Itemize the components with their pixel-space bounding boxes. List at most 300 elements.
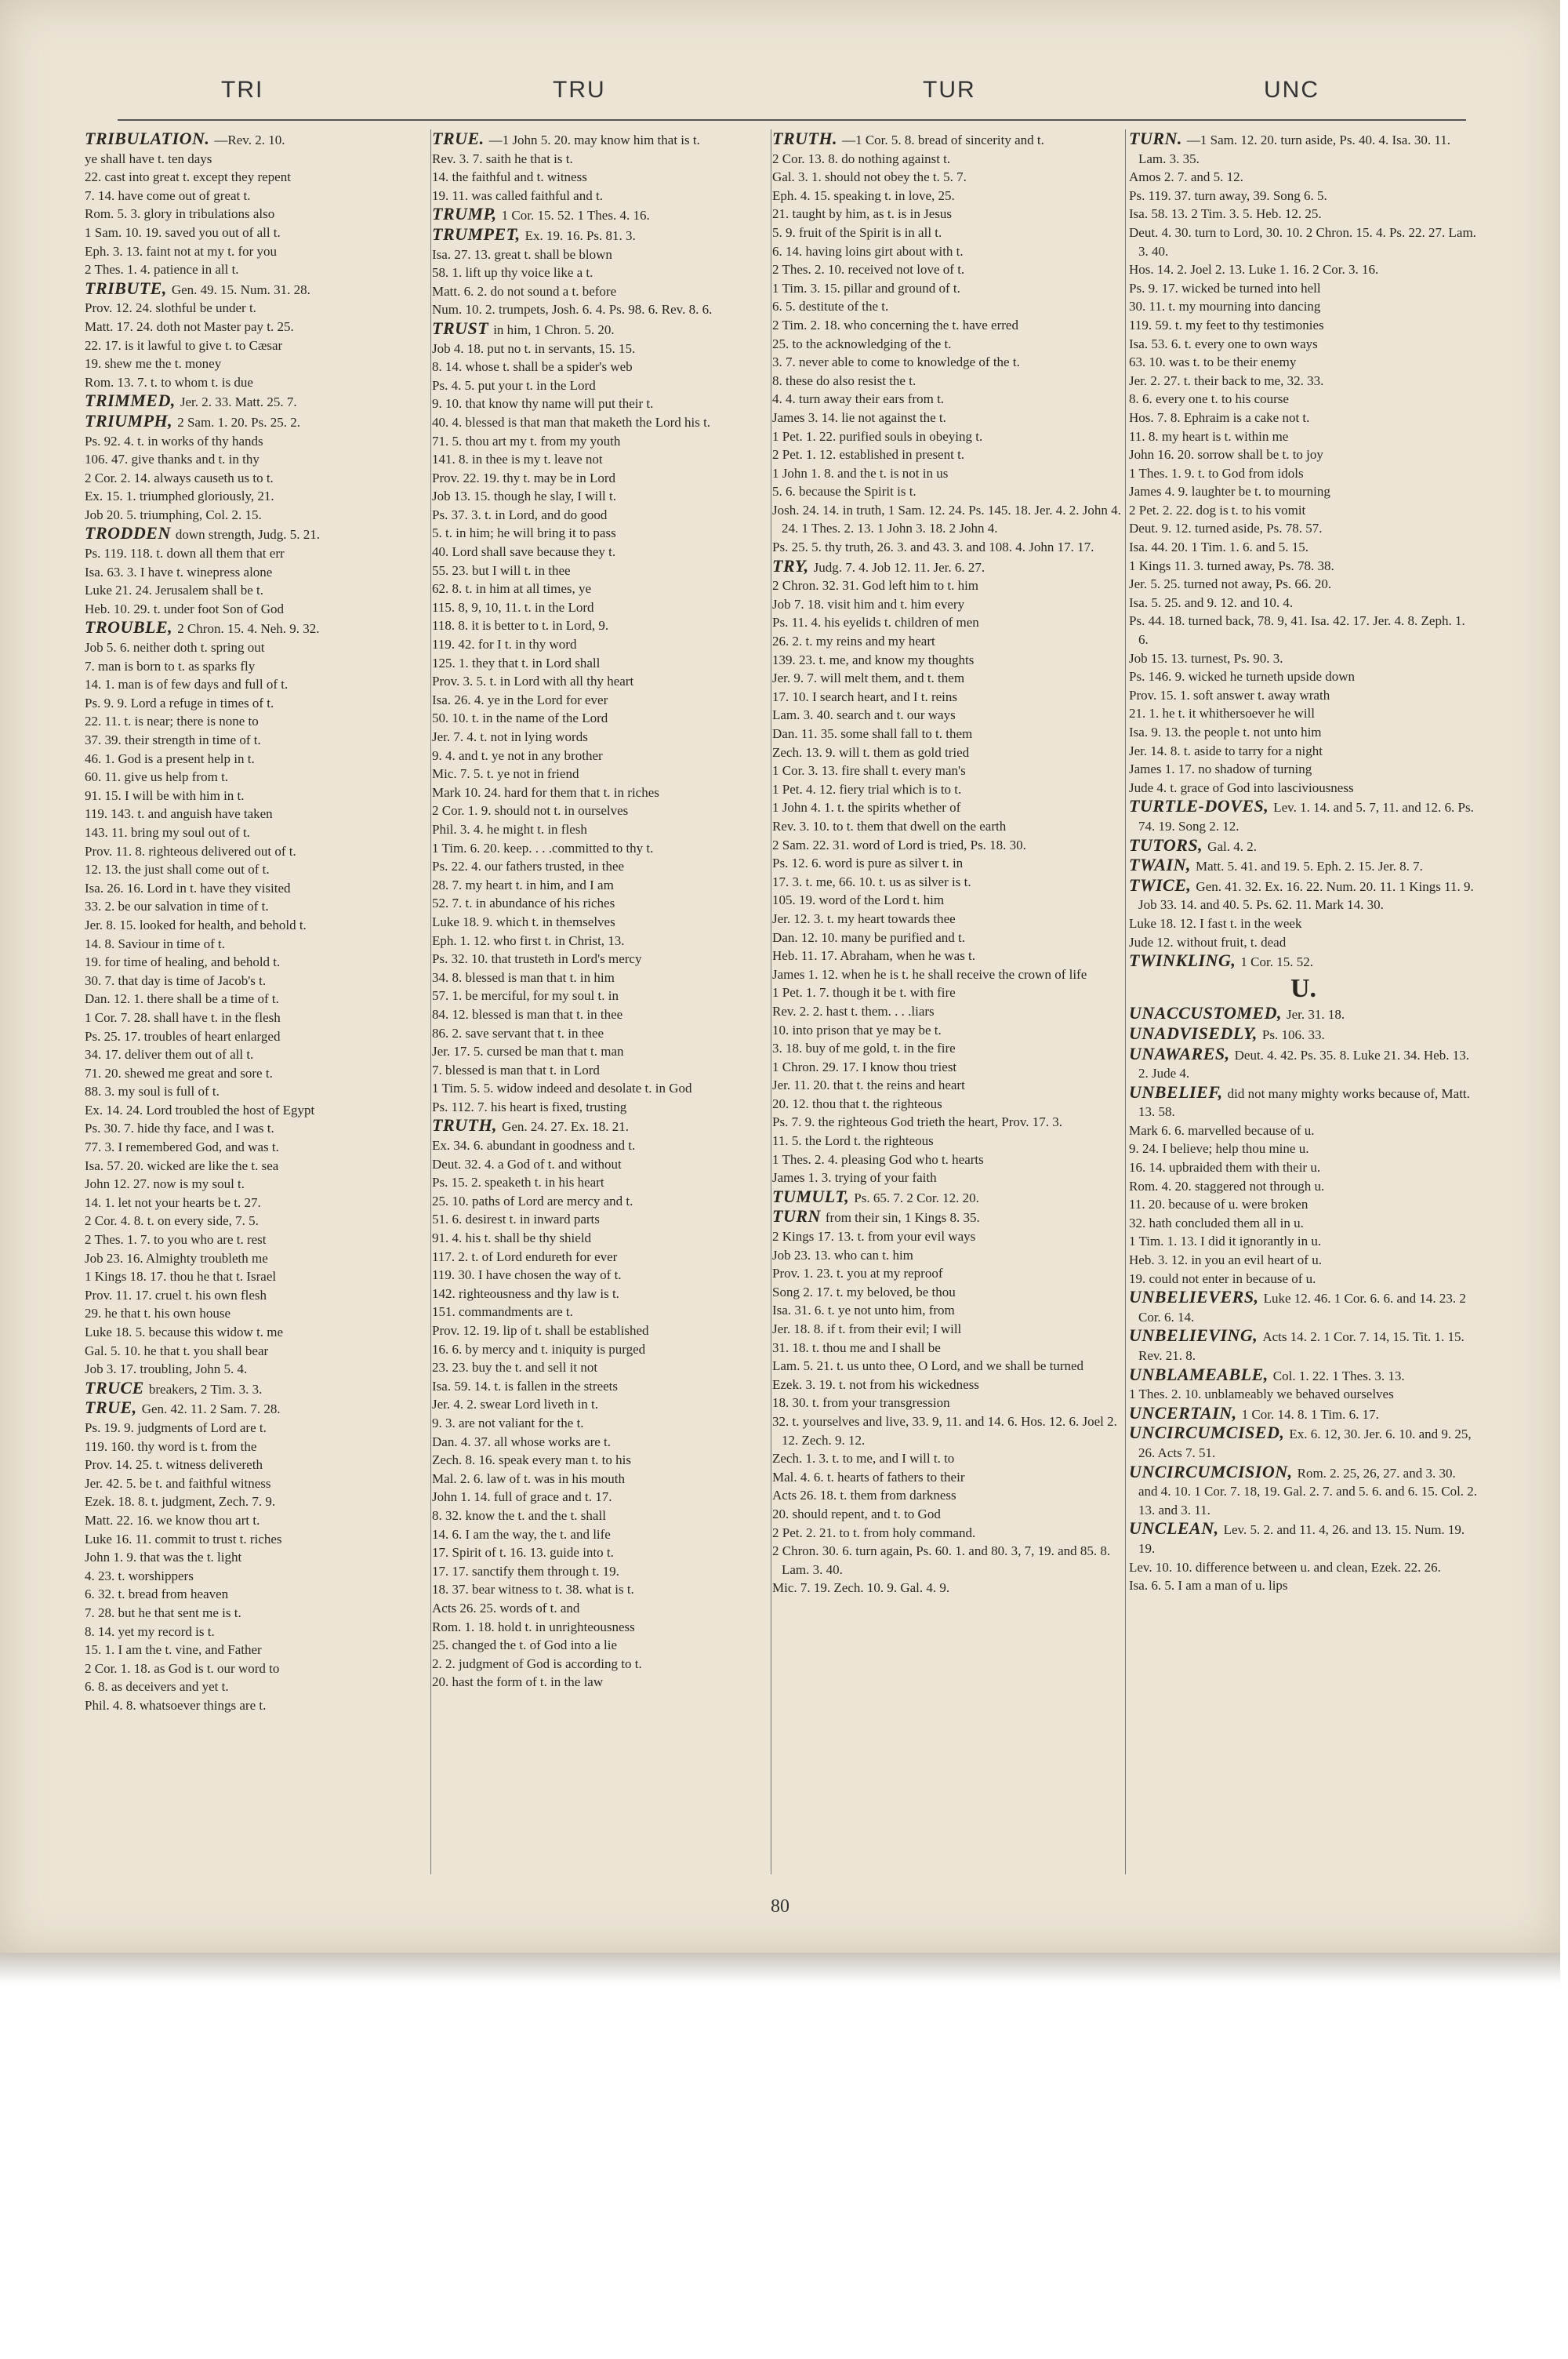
entry-reference-line: 4. 4. turn away their ears from t. xyxy=(772,391,945,407)
entry-reference-line: 91. 15. I will be with him in t. xyxy=(85,787,245,803)
entry-reference-line: 17. 3. t. me, 66. 10. t. us as silver is t. xyxy=(772,874,971,889)
entry-reference-line: Ps. 146. 9. wicked he turneth upside down xyxy=(1129,669,1356,685)
entry-reference-line: Matt. 17. 24. doth not Master pay t. 25. xyxy=(85,318,294,334)
entry-reference-line: Ex. 15. 1. triumphed gloriously, 21. xyxy=(85,489,274,504)
entry-reference-line: Gen. 42. 11. 2 Sam. 7. 28. xyxy=(141,1401,281,1417)
entry-reference-line: Gal. 3. 1. should not obey the t. 5. 7. xyxy=(772,169,967,185)
entry-reference-line: Ps. 44. 18. turned back, 78. 9, 41. Isa. 42. 17. Jer. 4. 8. Zeph. 1. 6. xyxy=(1129,613,1465,648)
concordance-entry xyxy=(85,1379,434,1399)
entry-reference-line: 14. 8. Saviour in time of t. xyxy=(85,936,225,951)
entry-reference-line: Num. 10. 2. trumpets, Josh. 6. 4. Ps. 98. 6. Rev. 8. 6. xyxy=(432,302,713,318)
entry-reference-line: 33. 2. be our salvation in time of t. xyxy=(85,899,269,914)
entry-headword: UNBELIEVERS, xyxy=(1129,1287,1259,1307)
entry-reference-line: Jude 4. t. grace of God into lasciviousness xyxy=(1129,780,1354,795)
entry-reference-line: John 12. 27. now is my soul t. xyxy=(85,1176,245,1192)
entry-reference-line: Ex. 6. 12, 30. Jer. 6. 10. and 9. 25, 26. Acts 7. 51. xyxy=(1138,1427,1472,1460)
entry-reference-line: 12. 13. the just shall come out of t. xyxy=(85,862,270,878)
entry-reference-line: Ps. 4. 5. put your t. in the Lord xyxy=(432,377,596,393)
entry-reference-line: Deut. 4. 42. Ps. 35. 8. Luke 21. 34. Heb. 13. 2. Jude 4. xyxy=(1138,1047,1469,1081)
entry-reference-line: Song 2. 17. t. my beloved, be thou xyxy=(772,1284,956,1299)
entry-reference-line: 51. 6. desirest t. in inward parts xyxy=(432,1212,600,1227)
concordance-entry xyxy=(1129,1004,1478,1024)
entry-reference-line: Ex. 34. 6. abundant in goodness and t. xyxy=(432,1138,636,1154)
entry-reference-line: 9. 4. and t. ye not in any brother xyxy=(432,747,603,763)
column-2 xyxy=(432,129,781,1878)
entry-reference-line: Lam. 3. 40. search and t. our ways xyxy=(772,707,956,723)
entry-reference-line: down strength, Judg. 5. 21. xyxy=(175,527,321,543)
entry-reference-line: Job 20. 5. triumphing, Col. 2. 15. xyxy=(85,507,262,522)
entry-reference-line: Zech. 8. 16. speak every man t. to his xyxy=(432,1452,631,1468)
entry-reference-line: Rom. 13. 7. t. to whom t. is due xyxy=(85,374,253,390)
entry-reference-line: Luke 16. 11. commit to trust t. riches xyxy=(85,1531,282,1547)
entry-reference-line: 22. 17. is it lawful to give t. to Cæsar xyxy=(85,337,283,353)
entry-reference-line: 25. changed the t. of God into a lie xyxy=(432,1637,618,1653)
entry-reference-line: —Rev. 2. 10. xyxy=(214,133,285,147)
concordance-entry xyxy=(1129,836,1478,856)
entry-reference-line: Isa. 53. 6. t. every one to own ways xyxy=(1129,336,1318,351)
entry-reference-line: 32. t. yourselves and live, 33. 9, 11. and 14. 6. Hos. 12. 6. Joel 2. 12. Zech. 9. 12. xyxy=(772,1413,1117,1448)
entry-reference-line: Job 5. 6. neither doth t. spring out xyxy=(85,640,265,656)
entry-reference-line: 1 Chron. 29. 17. I know thou triest xyxy=(772,1059,957,1074)
entry-reference-line: 26. 2. t. my reins and my heart xyxy=(772,634,935,649)
entry-reference-line: Acts 26. 18. t. them from darkness xyxy=(772,1488,956,1503)
entry-reference-line: 8. these do also resist the t. xyxy=(772,373,916,388)
entry-headword: TWINKLING, xyxy=(1129,951,1236,971)
entry-reference-line: 4. 23. t. worshippers xyxy=(85,1568,194,1583)
entry-reference-line: 16. 6. by mercy and t. iniquity is purged xyxy=(432,1341,646,1357)
entry-reference-line: Isa. 59. 14. t. is fallen in the streets xyxy=(432,1378,619,1394)
entry-reference-line: 22. 11. t. is near; there is none to xyxy=(85,714,259,729)
entry-reference-line: 11. 20. because of u. were broken xyxy=(1129,1197,1308,1212)
entry-reference-line: Isa. 26. 4. ye in the Lord for ever xyxy=(432,692,608,707)
entry-reference-line: Deut. 9. 12. turned aside, Ps. 78. 57. xyxy=(1129,521,1323,536)
entry-reference-line: Jer. 7. 4. t. not in lying words xyxy=(432,729,588,744)
entry-reference-line: Lev. 10. 10. difference between u. and clean, Ezek. 22. 26. xyxy=(1129,1559,1441,1575)
entry-reference-line: 119. 30. I have chosen the way of t. xyxy=(432,1267,622,1283)
concordance-entry xyxy=(85,391,434,412)
entry-reference-line: did not many mighty works because of, Matt. 13. 58. xyxy=(1138,1085,1470,1120)
column-3 xyxy=(772,129,1121,1878)
entry-headword: TURTLE-DOVES, xyxy=(1129,796,1269,816)
entry-reference-line: 2 Cor. 4. 8. t. on every side, 7. 5. xyxy=(85,1213,259,1229)
entry-headword: TRUE, xyxy=(85,1398,137,1418)
entry-reference-line: Mic. 7. 19. Zech. 10. 9. Gal. 4. 9. xyxy=(772,1580,950,1596)
entry-reference-line: Eph. 3. 13. faint not at my t. for you xyxy=(85,243,278,259)
entry-headword: TRUMP, xyxy=(432,204,497,224)
entry-reference-line: 17. 10. I search heart, and I t. reins xyxy=(772,689,958,704)
entry-reference-line: 6. 8. as deceivers and yet t. xyxy=(85,1679,229,1695)
entry-reference-line: Prov. 15. 1. soft answer t. away wrath xyxy=(1129,687,1330,703)
entry-reference-line: —1 John 5. 20. may know him that is t. xyxy=(488,133,700,147)
entry-headword: TRUMPET, xyxy=(432,224,521,244)
entry-reference-line: 11. 8. my heart is t. within me xyxy=(1129,428,1289,444)
running-head-tru: TRU xyxy=(553,77,606,103)
entry-reference-line: 1 Cor. 14. 8. 1 Tim. 6. 17. xyxy=(1241,1406,1379,1422)
concordance-entry xyxy=(1129,1519,1478,1594)
entry-reference-line: 6. 5. destitute of the t. xyxy=(772,299,889,314)
entry-headword: TRIMMED, xyxy=(85,391,176,411)
entry-reference-line: Ps. 25. 5. thy truth, 26. 3. and 43. 3. and 108. 4. John 17. 17. xyxy=(772,540,1094,555)
entry-reference-line: Dan. 12. 10. many be purified and t. xyxy=(772,929,965,945)
entry-headword: TWICE, xyxy=(1129,874,1192,895)
entry-reference-line: Jer. 31. 18. xyxy=(1286,1007,1345,1023)
entry-reference-line: 20. 12. thou that t. the righteous xyxy=(772,1096,942,1111)
entry-reference-line: 1 Cor. 3. 13. fire shall t. every man's xyxy=(772,763,966,779)
entry-reference-line: Zech. 13. 9. will t. them as gold tried xyxy=(772,744,970,760)
entry-reference-line: 2 Pet. 2. 22. dog is t. to his vomit xyxy=(1129,502,1306,518)
entry-reference-line: Gen. 49. 15. Num. 31. 28. xyxy=(171,282,310,297)
running-head xyxy=(0,77,1560,108)
entry-reference-line: Mal. 4. 6. t. hearts of fathers to their xyxy=(772,1469,965,1485)
entry-reference-line: 77. 3. I remembered God, and was t. xyxy=(85,1140,279,1155)
entry-reference-line: Lev. 5. 2. and 11. 4, 26. and 13. 15. Num. 19. 19. xyxy=(1138,1522,1465,1556)
entry-reference-line: 119. 160. thy word is t. from the xyxy=(85,1438,257,1454)
entry-reference-line: 9. 24. I believe; help thou mine u. xyxy=(1129,1141,1309,1157)
entry-reference-line: 1 Pet. 4. 12. fiery trial which is to t. xyxy=(772,781,962,797)
concordance-entry xyxy=(432,225,781,319)
entry-reference-line: 2 Thes. 2. 10. received not love of t. xyxy=(772,262,965,278)
entry-reference-line: James 1. 12. when he is t. he shall receive the crown of life xyxy=(772,966,1087,982)
entry-reference-line: 105. 19. word of the Lord t. him xyxy=(772,892,945,908)
entry-reference-line: 1 Cor. 15. 52. xyxy=(1240,954,1313,970)
entry-reference-line: 63. 10. was t. to be their enemy xyxy=(1129,354,1297,370)
entry-reference-line: Matt. 6. 2. do not sound a t. before xyxy=(432,283,617,299)
entry-headword: UNBELIEF, xyxy=(1129,1081,1223,1102)
entry-reference-line: Prov. 12. 24. slothful be under t. xyxy=(85,300,256,316)
entry-reference-line: Rev. 3. 7. saith he that is t. xyxy=(432,151,573,166)
entry-reference-line: Isa. 31. 6. t. ye not unto him, from xyxy=(772,1303,955,1318)
entry-reference-line: 11. 5. the Lord t. the righteous xyxy=(772,1133,934,1149)
entry-reference-line: 23. 23. buy the t. and sell it not xyxy=(432,1360,598,1376)
concordance-entry xyxy=(772,129,1121,557)
column-divider xyxy=(1125,129,1126,1874)
entry-reference-line: Job 7. 18. visit him and t. him every xyxy=(772,596,965,612)
entry-reference-line: Ps. 12. 6. word is pure as silver t. in xyxy=(772,856,964,871)
entry-reference-line: 52. 7. t. in abundance of his riches xyxy=(432,896,615,911)
entry-reference-line: Hos. 7. 8. Ephraim is a cake not t. xyxy=(1129,409,1310,425)
entry-reference-line: Job 13. 15. though he slay, I will t. xyxy=(432,489,616,504)
entry-reference-line: 17. Spirit of t. 16. 13. guide into t. xyxy=(432,1545,614,1561)
entry-reference-line: 1 Pet. 1. 7. though it be t. with fire xyxy=(772,985,956,1001)
entry-reference-line: 18. 30. t. from your transgression xyxy=(772,1395,950,1411)
concordance-entry xyxy=(1129,1326,1478,1365)
concordance-entry xyxy=(1129,1045,1478,1083)
column-divider xyxy=(430,129,431,1874)
entry-reference-line: 50. 10. t. in the name of the Lord xyxy=(432,711,608,726)
entry-reference-line: 1 Tim. 1. 13. I did it ignorantly in u. xyxy=(1129,1234,1322,1249)
concordance-entry xyxy=(1129,129,1478,797)
running-head-unc: UNC xyxy=(1264,77,1319,103)
entry-headword: UNAWARES, xyxy=(1129,1043,1230,1063)
entry-reference-line: Jer. 12. 3. t. my heart towards thee xyxy=(772,911,956,926)
entry-reference-line: James 4. 9. laughter be t. to mourning xyxy=(1129,484,1330,500)
entry-reference-line: Isa. 63. 3. I have t. winepress alone xyxy=(85,564,273,580)
concordance-entry xyxy=(432,129,781,205)
entry-reference-line: Rev. 3. 10. to t. them that dwell on the earth xyxy=(772,818,1007,834)
entry-reference-line: Gal. 4. 2. xyxy=(1207,838,1257,854)
entry-reference-line: 6. 32. t. bread from heaven xyxy=(85,1587,229,1602)
entry-reference-line: Heb. 3. 12. in you an evil heart of u. xyxy=(1129,1252,1322,1268)
concordance-entry xyxy=(1129,1463,1478,1520)
entry-reference-line: Ps. 9. 17. wicked be turned into hell xyxy=(1129,280,1321,296)
entry-reference-line: Heb. 11. 17. Abraham, when he was t. xyxy=(772,948,976,964)
entry-reference-line: 84. 12. blessed is man that t. in thee xyxy=(432,1006,623,1022)
entry-reference-line: 10. into prison that ye may be t. xyxy=(772,1022,942,1038)
entry-reference-line: 29. he that t. his own house xyxy=(85,1306,231,1321)
entry-reference-line: Gal. 5. 10. he that t. you shall bear xyxy=(85,1343,269,1358)
entry-reference-line: 2 Thes. 1. 7. to you who are t. rest xyxy=(85,1232,267,1248)
entry-reference-line: 14. 1. let not your hearts be t. 27. xyxy=(85,1194,261,1210)
entry-reference-line: 20. hast the form of t. in the law xyxy=(432,1674,604,1690)
entry-reference-line: 1 Kings 11. 3. turned away, Ps. 78. 38. xyxy=(1129,558,1334,573)
entry-reference-line: 2 Cor. 1. 18. as God is t. our word to xyxy=(85,1660,280,1676)
entry-reference-line: Isa. 5. 25. and 9. 12. and 10. 4. xyxy=(1129,594,1294,610)
entry-reference-line: Heb. 10. 29. t. under foot Son of God xyxy=(85,601,285,616)
entry-reference-line: Lev. 1. 14. and 5. 7, 11. and 12. 6. Ps. 74. 19. Song 2. 12. xyxy=(1138,800,1474,834)
entry-reference-line: 32. hath concluded them all in u. xyxy=(1129,1215,1304,1230)
entry-reference-line: 8. 14. yet my record is t. xyxy=(85,1623,215,1639)
entry-reference-line: Job 4. 18. put no t. in servants, 15. 15. xyxy=(432,340,636,356)
entry-reference-line: James 3. 14. lie not against the t. xyxy=(772,409,946,425)
entry-reference-line: 1 Kings 18. 17. thou he that t. Israel xyxy=(85,1269,277,1285)
entry-reference-line: 14. the faithful and t. witness xyxy=(432,169,587,185)
entry-reference-line: 1 Thes. 1. 9. t. to God from idols xyxy=(1129,465,1304,481)
concordance-entry xyxy=(85,1398,434,1714)
entry-reference-line: Ps. 25. 17. troubles of heart enlarged xyxy=(85,1028,281,1044)
entry-reference-line: Isa. 44. 20. 1 Tim. 1. 6. and 5. 15. xyxy=(1129,540,1309,555)
entry-reference-line: 22. cast into great t. except they repent xyxy=(85,169,291,185)
concordance-entry xyxy=(432,319,781,1117)
entry-reference-line: 21. taught by him, as t. is in Jesus xyxy=(772,206,953,222)
entry-reference-line: 8. 14. whose t. shall be a spider's web xyxy=(432,359,633,375)
entry-reference-line: 62. 8. t. in him at all times, ye xyxy=(432,581,592,597)
entry-reference-line: Prov. 14. 25. t. witness delivereth xyxy=(85,1457,263,1473)
entry-headword: UNBLAMEABLE, xyxy=(1129,1364,1269,1384)
entry-reference-line: breakers, 2 Tim. 3. 3. xyxy=(148,1381,263,1397)
entry-reference-line: 5. t. in him; he will bring it to pass xyxy=(432,525,616,541)
entry-headword: UNCLEAN, xyxy=(1129,1518,1219,1539)
entry-reference-line: 1 Sam. 10. 19. saved you out of all t. xyxy=(85,224,281,240)
entry-reference-line: Ps. 112. 7. his heart is fixed, trusting xyxy=(432,1099,627,1114)
entry-reference-line: 9. 3. are not valiant for the t. xyxy=(432,1415,584,1430)
entry-reference-line: 71. 20. shewed me great and sore t. xyxy=(85,1065,273,1081)
entry-reference-line: 2 Thes. 1. 4. patience in all t. xyxy=(85,262,239,278)
entry-reference-line: Ps. 119. 37. turn away, 39. Song 6. 5. xyxy=(1129,187,1327,203)
entry-reference-line: John 16. 20. sorrow shall be t. to joy xyxy=(1129,447,1323,463)
entry-reference-line: 55. 23. but I will t. in thee xyxy=(432,562,571,578)
entry-headword: TRIBULATION. xyxy=(85,129,210,148)
entry-reference-line: Jer. 18. 8. if t. from their evil; I will xyxy=(772,1321,962,1336)
entry-headword: TRUTH. xyxy=(772,129,838,148)
entry-reference-line: Prov. 11. 17. cruel t. his own flesh xyxy=(85,1287,267,1303)
entry-reference-line: Gen. 41. 32. Ex. 16. 22. Num. 20. 11. 1 Kings 11. 9. Job 33. 14. and 40. 5. Ps. 62. 11. Mark 14. 30. xyxy=(1138,878,1474,913)
entry-reference-line: 18. 37. bear witness to t. 38. what is t. xyxy=(432,1582,634,1598)
entry-headword: TROUBLE, xyxy=(85,617,173,638)
entry-reference-line: Matt. 5. 41. and 19. 5. Eph. 2. 15. Jer. 8. 7. xyxy=(1196,859,1423,874)
entry-reference-line: 86. 2. save servant that t. in thee xyxy=(432,1025,604,1041)
entry-reference-line: Deut. 4. 30. turn to Lord, 30. 10. 2 Chron. 15. 4. Ps. 22. 27. Lam. 3. 40. xyxy=(1129,224,1476,259)
entry-reference-line: 21. 1. he t. it whithersoever he will xyxy=(1129,706,1316,722)
entry-reference-line: 5. 9. fruit of the Spirit is in all t. xyxy=(772,224,942,240)
entry-reference-line: 2 Pet. 1. 12. established in present t. xyxy=(772,447,965,463)
concordance-entry xyxy=(85,618,434,1378)
entry-reference-line: Dan. 4. 37. all whose works are t. xyxy=(432,1434,612,1449)
entry-reference-line: Jer. 2. 33. Matt. 25. 7. xyxy=(180,394,297,410)
entry-reference-line: Rom. 4. 20. staggered not through u. xyxy=(1129,1178,1325,1194)
entry-reference-line: Prov. 22. 19. thy t. may be in Lord xyxy=(432,470,616,485)
entry-reference-line: Ps. 65. 7. 2 Cor. 12. 20. xyxy=(854,1190,979,1205)
entry-reference-line: Rom. 5. 3. glory in tribulations also xyxy=(85,206,275,222)
header-rule xyxy=(118,119,1466,121)
entry-reference-line: 7. 28. but he that sent me is t. xyxy=(85,1605,241,1620)
entry-reference-line: —1 Cor. 5. 8. bread of sincerity and t. xyxy=(842,133,1044,147)
entry-reference-line: 2 Chron. 30. 6. turn again, Ps. 60. 1. and 80. 3, 7, 19. and 85. 8. Lam. 3. 40. xyxy=(772,1543,1111,1577)
entry-reference-line: Ps. 119. 118. t. down all them that err xyxy=(85,546,285,562)
entry-reference-line: Eph. 1. 12. who first t. in Christ, 13. xyxy=(432,932,625,948)
entry-reference-line: Ps. 92. 4. t. in works of thy hands xyxy=(85,433,263,449)
entry-reference-line: Judg. 7. 4. Job 12. 11. Jer. 6. 27. xyxy=(813,559,985,575)
concordance-entry xyxy=(85,279,434,392)
entry-headword: TURN. xyxy=(1129,129,1182,148)
entry-headword: TRUCE xyxy=(85,1377,144,1398)
entry-reference-line: 2 Chron. 15. 4. Neh. 9. 32. xyxy=(177,621,320,637)
entry-reference-line: Ps. 19. 9. judgments of Lord are t. xyxy=(85,1419,267,1435)
entry-reference-line: Prov. 1. 23. t. you at my reproof xyxy=(772,1266,943,1281)
entry-reference-line: Job 23. 16. Almighty troubleth me xyxy=(85,1250,268,1266)
entry-reference-line: Jer. 42. 5. be t. and faithful witness xyxy=(85,1475,271,1491)
entry-reference-line: 2 Pet. 2. 21. to t. from holy command. xyxy=(772,1525,976,1540)
entry-reference-line: Mic. 7. 5. t. ye not in friend xyxy=(432,766,579,782)
concordance-entry xyxy=(1129,856,1478,876)
concordance-entry xyxy=(1129,1083,1478,1289)
column-1 xyxy=(85,129,434,1878)
entry-reference-line: Phil. 3. 4. he might t. in flesh xyxy=(432,821,587,837)
entry-headword: TRUST xyxy=(432,318,489,338)
entry-reference-line: 60. 11. give us help from t. xyxy=(85,769,229,785)
entry-reference-line: Luke 12. 46. 1 Cor. 6. 6. and 14. 23. 2 Cor. 6. 14. xyxy=(1138,1291,1466,1325)
entry-reference-line: 2 Chron. 32. 31. God left him to t. him xyxy=(772,578,979,594)
entry-reference-line: 2 Tim. 2. 18. who concerning the t. have erred xyxy=(772,317,1018,333)
entry-reference-line: Ps. 9. 9. Lord a refuge in times of t. xyxy=(85,695,274,711)
entry-reference-line: Rev. 2. 2. hast t. them. . . .liars xyxy=(772,1003,935,1019)
entry-reference-line: Josh. 24. 14. in truth, 1 Sam. 12. 24. Ps. 145. 18. Jer. 4. 2. John 4. 24. 1 Thes. 2. 13. 1 John 3. 18. 2 John 4. xyxy=(772,502,1121,536)
entry-reference-line: Zech. 1. 3. t. to me, and I will t. to xyxy=(772,1451,955,1467)
entry-reference-line: 31. 18. t. thou me and I shall be xyxy=(772,1339,941,1355)
entry-reference-line: 28. 7. my heart t. in him, and I am xyxy=(432,877,614,892)
entry-reference-line: 119. 59. t. my feet to thy testimonies xyxy=(1129,317,1324,333)
entry-reference-line: 142. righteousness and thy law is t. xyxy=(432,1285,619,1301)
entry-reference-line: 19. could not enter in because of u. xyxy=(1129,1270,1316,1286)
entry-reference-line: 25. to the acknowledging of the t. xyxy=(772,336,952,351)
entry-reference-line: Acts 26. 25. words of t. and xyxy=(432,1600,580,1616)
entry-reference-line: James 1. 3. trying of your faith xyxy=(772,1170,937,1186)
entry-reference-line: 7. 14. have come out of great t. xyxy=(85,187,251,203)
concordance-entry xyxy=(1129,797,1478,835)
concordance-entry xyxy=(85,524,434,618)
entry-reference-line: 19. shew me the t. money xyxy=(85,356,222,372)
entry-reference-line: in him, 1 Chron. 5. 20. xyxy=(493,322,615,337)
entry-reference-line: Amos 2. 7. and 5. 12. xyxy=(1129,169,1243,185)
entry-headword: UNCERTAIN, xyxy=(1129,1402,1237,1423)
concordance-entry xyxy=(772,557,1121,1187)
entry-reference-line: Ps. 22. 4. our fathers trusted, in thee xyxy=(432,859,625,874)
entry-reference-line: Ps. 7. 9. the righteous God trieth the heart, Prov. 17. 3. xyxy=(772,1114,1063,1130)
entry-reference-line: Dan. 12. 1. there shall be a time of t. xyxy=(85,991,279,1007)
running-head-tur: TUR xyxy=(923,77,976,103)
concordance-entry xyxy=(1129,1024,1478,1045)
entry-reference-line: Col. 1. 22. 1 Thes. 3. 13. xyxy=(1272,1368,1405,1383)
entry-reference-line: John 1. 14. full of grace and t. 17. xyxy=(432,1489,612,1505)
entry-reference-line: 40. 4. blessed is that man that maketh the Lord his t. xyxy=(432,414,711,430)
entry-reference-line: Hos. 14. 2. Joel 2. 13. Luke 1. 16. 2 Cor. 3. 16. xyxy=(1129,262,1379,278)
entry-reference-line: Ps. 15. 2. speaketh t. in his heart xyxy=(432,1175,604,1190)
entry-reference-line: 19. for time of healing, and behold t. xyxy=(85,954,281,970)
entry-reference-line: 58. 1. lift up thy voice like a t. xyxy=(432,265,593,281)
entry-reference-line: Mark 10. 24. hard for them that t. in riches xyxy=(432,784,659,800)
entry-reference-line: 7. man is born to t. as sparks fly xyxy=(85,658,256,674)
entry-reference-line: 30. 7. that day is time of Jacob's t. xyxy=(85,972,267,988)
entry-reference-line: 17. 17. sanctify them through t. 19. xyxy=(432,1563,619,1579)
entry-reference-line: Ps. 30. 7. hide thy face, and I was t. xyxy=(85,1121,274,1136)
entry-reference-line: Rom. 1. 18. hold t. in unrighteousness xyxy=(432,1619,635,1634)
entry-reference-line: 1 John 4. 1. t. the spirits whether of xyxy=(772,800,961,816)
entry-reference-line: 14. 1. man is of few days and full of t. xyxy=(85,677,289,692)
entry-reference-line: 2 Kings 17. 13. t. from your evil ways xyxy=(772,1229,976,1245)
entry-reference-line: 2 Sam. 22. 31. word of Lord is tried, Ps. 18. 30. xyxy=(772,837,1026,852)
entry-reference-line: Prov. 11. 8. righteous delivered out of t. xyxy=(85,843,296,859)
entry-headword: TURN xyxy=(772,1206,821,1227)
entry-reference-line: 16. 14. upbraided them with their u. xyxy=(1129,1160,1321,1176)
entry-reference-line: Luke 18. 12. I fast t. in the week xyxy=(1129,915,1302,931)
entry-reference-line: 30. 11. t. my mourning into dancing xyxy=(1129,299,1321,314)
entry-reference-line: 139. 23. t. me, and know my thoughts xyxy=(772,652,975,667)
concordance-entry xyxy=(85,412,434,525)
entry-reference-line: Luke 18. 5. because this widow t. me xyxy=(85,1325,284,1339)
page-number: 80 xyxy=(771,1896,789,1917)
entry-reference-line: 19. 11. was called faithful and t. xyxy=(432,187,603,203)
entry-reference-line: Jer. 11. 20. that t. the reins and heart xyxy=(772,1078,965,1093)
entry-reference-line: 151. commandments are t. xyxy=(432,1304,573,1320)
entry-reference-line: Jer. 4. 2. swear Lord liveth in t. xyxy=(432,1397,598,1412)
entry-reference-line: 3. 7. never able to come to knowledge of the t. xyxy=(772,354,1020,370)
entry-reference-line: Jer. 2. 27. t. their back to me, 32. 33. xyxy=(1129,373,1324,388)
entry-reference-line: 1 Cor. 7. 28. shall have t. in the flesh xyxy=(85,1009,281,1025)
entry-reference-line: 1 John 1. 8. and the t. is not in us xyxy=(772,465,949,481)
entry-reference-line: Rom. 2. 25, 26, 27. and 3. 30. and 4. 10. 1 Cor. 7. 18, 19. Gal. 2. 7. and 5. 6. and 6. 15. Col. 2. 13. and 3. 11. xyxy=(1138,1465,1478,1518)
section-letter-heading: U. xyxy=(1290,973,1317,1003)
entry-reference-line: 7. blessed is man that t. in Lord xyxy=(432,1062,600,1078)
entry-headword: TRIUMPH, xyxy=(85,410,173,431)
entry-reference-line: —1 Sam. 12. 20. turn aside, Ps. 40. 4. Isa. 30. 11. Lam. 3. 35. xyxy=(1138,133,1450,166)
entry-reference-line: 14. 6. I am the way, the t. and life xyxy=(432,1526,611,1542)
entry-reference-line: Ps. 106. 33. xyxy=(1261,1027,1325,1042)
entry-reference-line: 2 Cor. 13. 8. do nothing against t. xyxy=(772,151,951,166)
entry-reference-line: Ex. 14. 24. Lord troubled the host of Egypt xyxy=(85,1102,315,1118)
entry-headword: UNACCUSTOMED, xyxy=(1129,1003,1282,1023)
entry-reference-line: Isa. 57. 20. wicked are like the t. sea xyxy=(85,1158,279,1173)
entry-reference-line: Isa. 26. 16. Lord in t. have they visited xyxy=(85,880,291,896)
entry-reference-line: 8. 32. know the t. and the t. shall xyxy=(432,1507,606,1523)
entry-reference-line: Mark 6. 6. marvelled because of u. xyxy=(1129,1122,1315,1138)
entry-reference-line: John 1. 9. that was the t. light xyxy=(85,1550,242,1565)
entry-reference-line: 118. 8. it is better to t. in Lord, 9. xyxy=(432,618,609,634)
entry-reference-line: 8. 6. every one t. to his course xyxy=(1129,391,1289,407)
entry-reference-line: 1 Tim. 3. 15. pillar and ground of t. xyxy=(772,280,960,296)
running-head-tri: TRI xyxy=(221,77,264,103)
entry-reference-line: Job 23. 13. who can t. him xyxy=(772,1247,913,1263)
entry-headword: TRODDEN xyxy=(85,523,171,543)
entry-reference-line: Gen. 24. 27. Ex. 18. 21. xyxy=(502,1119,630,1135)
